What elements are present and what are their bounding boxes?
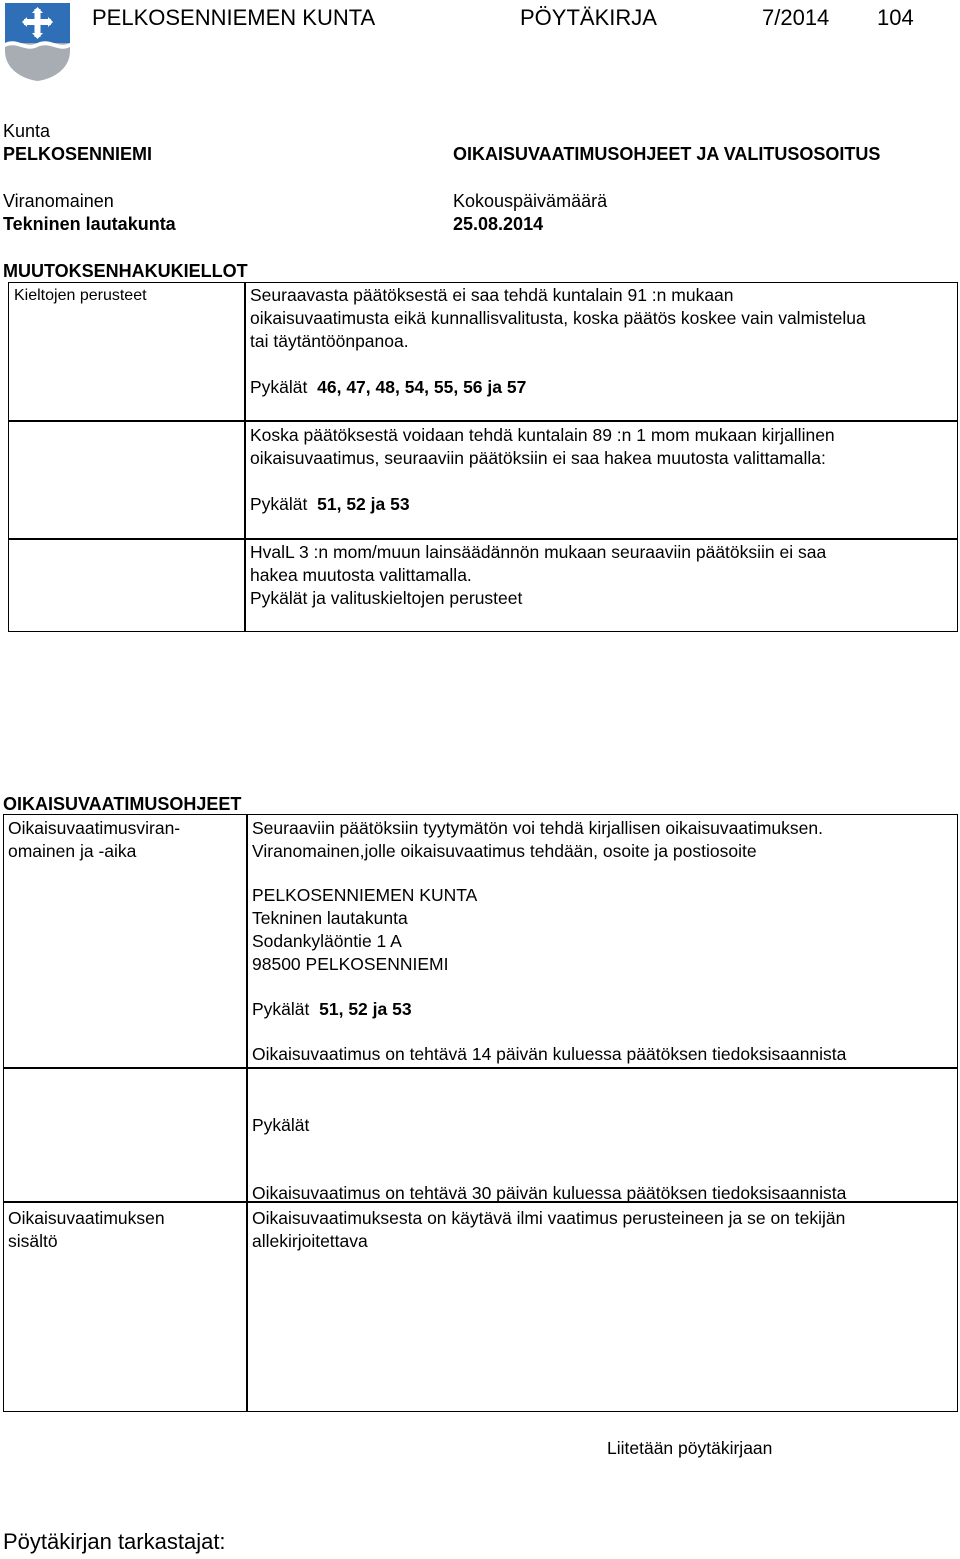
pykalat-value: 51, 52 ja 53 bbox=[319, 999, 412, 1019]
document-title: OIKAISUVAATIMUSOHJEET JA VALITUSOSOITUS bbox=[453, 144, 881, 164]
pykalat-value: 46, 47, 48, 54, 55, 56 ja 57 bbox=[317, 377, 527, 397]
deadline-30-days: Oikaisuvaatimus on tehtävä 30 päivän kuluessa päätöksen tiedoksisaannista bbox=[252, 1183, 847, 1203]
paragraph-line: Viranomainen,jolle oikaisuvaatimus tehdään, osoite ja postiosoite bbox=[252, 841, 757, 861]
muutoksenhaku-paragraph-2 bbox=[250, 424, 835, 470]
viranomainen-value: Tekninen lautakunta bbox=[3, 214, 176, 234]
oikaisu-pykalat-row-2: Pykälät bbox=[252, 1115, 310, 1135]
pykalat-label: Pykälät bbox=[252, 999, 310, 1019]
muutoksenhaku-left-bottom bbox=[8, 538, 246, 632]
header-issue: 7/2014 bbox=[762, 5, 830, 30]
attached-to-minutes: Liitetään pöytäkirjaan bbox=[607, 1438, 773, 1458]
content-label bbox=[8, 1207, 165, 1253]
paragraph-line: tai täytäntöönpanoa. bbox=[250, 331, 409, 351]
authority-address bbox=[252, 884, 477, 976]
pykalat-label: Pykälät bbox=[250, 494, 308, 514]
label-line: omainen ja -aika bbox=[8, 841, 137, 861]
coat-of-arms-icon bbox=[5, 3, 70, 81]
minutes-checkers-label: Pöytäkirjan tarkastajat: bbox=[3, 1529, 226, 1554]
content-text bbox=[252, 1207, 845, 1253]
label-line: Oikaisuvaatimuksen bbox=[8, 1208, 165, 1228]
kunta-label: Kunta bbox=[3, 121, 51, 141]
date-label: Kokouspäivämäärä bbox=[453, 191, 608, 211]
deadline-14-days: Oikaisuvaatimus on tehtävä 14 päivän kuluessa päätöksen tiedoksisaannista bbox=[252, 1044, 847, 1064]
paragraph-line: Seuraaviin päätöksiin tyytymätön voi tehdä kirjallisen oikaisuvaatimuksen. bbox=[252, 818, 823, 838]
address-line: Sodankyläöntie 1 A bbox=[252, 931, 402, 951]
paragraph-line: Oikaisuvaatimuksesta on käytävä ilmi vaatimus perusteineen ja se on tekijän bbox=[252, 1208, 846, 1228]
oikaisu-intro bbox=[252, 817, 823, 863]
paragraph-line: hakea muutosta valittamalla. bbox=[250, 565, 472, 585]
oikaisu-left-mid bbox=[3, 1067, 248, 1203]
pykalat-row-1 bbox=[250, 376, 526, 399]
paragraph-line: oikaisuvaatimus, seuraaviin päätöksiin ei saa hakea muutosta valittamalla: bbox=[250, 448, 826, 468]
oikaisu-pykalat-row bbox=[252, 998, 412, 1021]
header-doc-type: PÖYTÄKIRJA bbox=[520, 5, 657, 30]
section-title-oikaisuvaatimusohjeet: OIKAISUVAATIMUSOHJEET bbox=[3, 794, 242, 814]
header-page-number: 104 bbox=[877, 5, 914, 30]
address-line: Tekninen lautakunta bbox=[252, 908, 408, 928]
address-line: 98500 PELKOSENNIEMI bbox=[252, 954, 449, 974]
kieltojen-perusteet-label: Kieltojen perusteet bbox=[14, 287, 147, 304]
paragraph-line: Koska päätöksestä voidaan tehdä kuntalain 89 :n 1 mom mukaan kirjallinen bbox=[250, 425, 835, 445]
section-title-muutoksenhakukiellot: MUUTOKSENHAKUKIELLOT bbox=[3, 261, 248, 281]
address-line: PELKOSENNIEMEN KUNTA bbox=[252, 885, 478, 905]
date-value: 25.08.2014 bbox=[453, 214, 544, 234]
header-municipality: PELKOSENNIEMEN KUNTA bbox=[92, 5, 376, 30]
paragraph-line: Pykälät ja valituskieltojen perusteet bbox=[250, 588, 523, 608]
oikaisu-left-label bbox=[8, 817, 180, 863]
paragraph-line: oikaisuvaatimusta eikä kunnallisvalitusta, koska päätös koskee vain valmistelua bbox=[250, 308, 866, 328]
muutoksenhaku-paragraph-1 bbox=[250, 284, 866, 353]
muutoksenhaku-paragraph-3 bbox=[250, 541, 826, 610]
pykalat-value: 51, 52 ja 53 bbox=[317, 494, 410, 514]
pykalat-label: Pykälät bbox=[250, 377, 308, 397]
label-line: Oikaisuvaatimusviran- bbox=[8, 818, 181, 838]
paragraph-line: HvalL 3 :n mom/muun lainsäädännön mukaan seuraaviin päätöksiin ei saa bbox=[250, 542, 827, 562]
pykalat-row-2 bbox=[250, 493, 410, 516]
kunta-value: PELKOSENNIEMI bbox=[3, 144, 153, 164]
muutoksenhaku-left-mid bbox=[8, 420, 246, 540]
viranomainen-label: Viranomainen bbox=[3, 191, 114, 211]
paragraph-line: Seuraavasta päätöksestä ei saa tehdä kuntalain 91 :n mukaan bbox=[250, 285, 734, 305]
paragraph-line: allekirjoitettava bbox=[252, 1231, 368, 1251]
label-line: sisältö bbox=[8, 1231, 58, 1251]
coat-of-arms-logo bbox=[5, 3, 70, 81]
